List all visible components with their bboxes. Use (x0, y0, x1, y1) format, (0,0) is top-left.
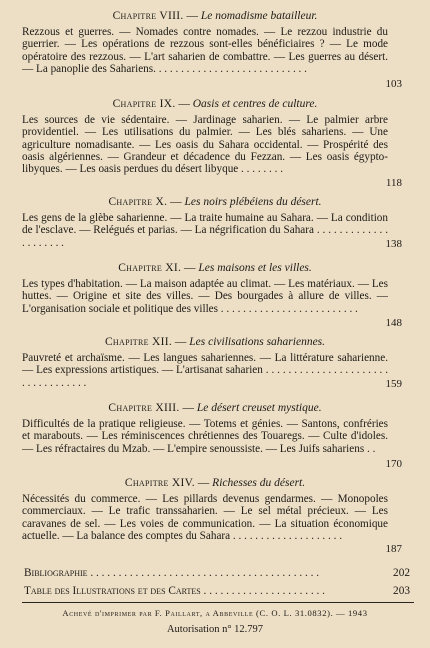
printer-colophon: Achevé d'imprimer par F. Paillart, a Abbeville (C. O. L. 31.0832). — 1943 (62, 608, 368, 618)
page-number: 159 (385, 378, 402, 390)
chapter-heading: Chapitre XI. — Les maisons et les villes. (118, 262, 312, 274)
chapter-summary: Rezzous et guerres. — Nomades contre nomades. — Le rezzou industrie du guerrier. — Les opérations de rezzous sont-elles bénéficiaires ? — Le mode opératoire des rezzous. — L'art saharien de combattre. — Les guerres au désert. — La panoplie des Sahariens. . . . . . . . . . . . . . . . . . . . . . . . . . . . (22, 26, 388, 75)
divider (22, 602, 414, 603)
chapter-summary: Les sources de vie sédentaire. — Jardinage saharien. — Le palmier arbre providentiel. — Les utilisations du palmier. — Les blés sahariens. — Une agriculture nomadisante. — Les oasis du Sahara occidental. — Prospérité des oasis algériennes. — Grandeur et décadence du Fezzan. — Les oasis égypto-libyques. — Les oasis perdues du désert libyque . . . . . . . . (22, 114, 388, 176)
chapter-summary: Difficultés de la pratique religieuse. — Totems et génies. — Santons, confréries et marabouts. — Les réminiscences chrétiennes des Touaregs. — Culte d'idoles. — Les réfractaires du Mzab. — L'empire senoussiste. — Les Juifs sahariens . . (22, 418, 388, 455)
chapter-heading: Chapitre X. — Les noirs plébéiens du désert. (108, 196, 322, 208)
chapter-heading: Chapitre XII. — Les civilisations sahariennes. (104, 336, 326, 348)
chapter-title: Le nomadisme batailleur. (200, 10, 318, 22)
chapter-summary: Les gens de la glèbe saharienne. — La traite humaine au Sahara. — La condition de l'esclave. — Relégués et parias. — La négrification du Sahara . . . . . . . . . . . . . . . . . . . . . (22, 212, 388, 249)
chapter-label: Chapitre XII. (104, 336, 173, 348)
page-number: 118 (385, 177, 402, 189)
chapter-heading: Chapitre IX. — Oasis et centres de culture. (112, 98, 318, 110)
page-number: 138 (385, 238, 402, 250)
bibliography-entry (24, 566, 410, 580)
chapter-label: Chapitre XIII. (108, 402, 180, 414)
chapter-label: Chapitre X. (108, 196, 168, 208)
chapter-title: Oasis et centres de culture. (192, 98, 318, 110)
illustrations-label: Table des Illustrations et des Cartes . . . . . . . . . . . . . . . . . . . . . . (24, 585, 325, 597)
chapter-label: Chapitre IX. (112, 98, 176, 110)
page-number: 103 (385, 78, 402, 90)
illustrations-entry (24, 584, 410, 598)
chapter-label: Chapitre XIV. (124, 477, 195, 489)
chapter-title: Richesses du désert. (212, 477, 306, 489)
chapter-entry (0, 97, 430, 175)
chapter-summary: Nécessités du commerce. — Les pillards devenus gendarmes. — Monopoles commerciaux. — Le trafic transsaharien. — Le sel métal précieux. — Les caravanes de sel. — Les voies de communication. — La situation économique actuelle. — La balance des comptes du Sahara . . . . . . . . . . . . . . . . . . . . (22, 493, 388, 542)
chapter-entry (0, 335, 430, 389)
chapter-title: Les maisons et les villes. (198, 262, 312, 274)
chapter-entry (0, 401, 430, 455)
chapter-title: Les noirs plébéiens du désert. (184, 196, 322, 208)
chapter-heading: Chapitre VIII. — Le nomadisme batailleur. (112, 10, 318, 22)
page-number: 148 (385, 317, 402, 329)
chapter-entry (0, 9, 430, 75)
chapter-title: Les civilisations sahariennes. (189, 336, 326, 348)
chapter-label: Chapitre XI. (118, 262, 182, 274)
chapter-title: Le désert creuset mystique. (196, 402, 322, 414)
chapter-entry (0, 195, 430, 249)
bibliography-label: Bibliographie . . . . . . . . . . . . . . . . . . . . . . . . . . . . . . . . . . . . . . . . . (24, 567, 320, 579)
page-number: 203 (393, 585, 410, 597)
chapter-heading: Chapitre XIII. — Le désert creuset mystique. (108, 402, 322, 414)
chapter-entry (0, 261, 430, 315)
authorization-number: Autorisation n° 12.797 (166, 624, 264, 635)
chapter-summary: Les types d'habitation. — La maison adaptée au climat. — Les matériaux. — Les huttes. — Origine et site des villes. — Des bourgades à allure de villes. — L'organisation sociale et politique des villes . . . . . . . . . . . . . . . . . . . . . . . . . (22, 278, 388, 315)
page-number: 202 (393, 567, 410, 579)
page-number: 170 (385, 458, 402, 470)
chapter-summary: Pauvreté et archaïsme. — Les langues sahariennes. — La littérature saharienne. — Les expressions artistiques. — L'artisanat saharien . . . . . . . . . . . . . . . . . . . . . . . . . . . . . . . . . . (22, 352, 388, 389)
chapter-heading: Chapitre XIV. — Richesses du désert. (124, 477, 306, 489)
page-number: 187 (385, 543, 402, 555)
chapter-entry (0, 476, 430, 542)
chapter-label: Chapitre VIII. (112, 10, 184, 22)
